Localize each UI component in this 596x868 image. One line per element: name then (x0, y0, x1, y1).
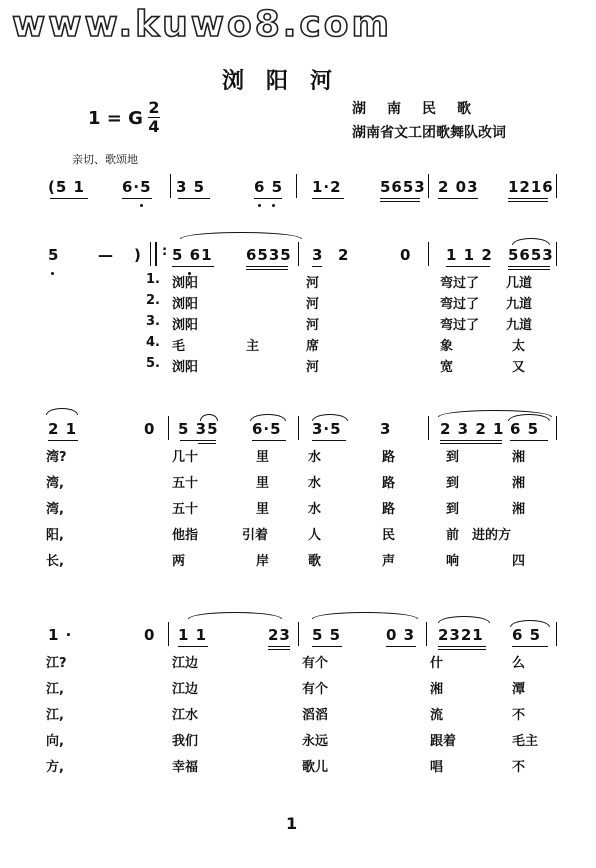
beam (438, 198, 478, 199)
lyric: 湾, (46, 502, 64, 517)
lyric: 浏阳 (172, 360, 199, 375)
note-group: 3·5 (312, 420, 342, 438)
beam (510, 440, 548, 441)
note-group: 2 03 (438, 178, 479, 196)
note-group: 1 1 (178, 626, 208, 644)
beam (438, 646, 486, 647)
lyric: 有个 (302, 682, 329, 697)
lyric: 江水 (172, 708, 199, 723)
lyric: 民 (382, 528, 396, 543)
lyric: 永远 (302, 734, 329, 749)
lyric: 歌儿 (302, 760, 329, 775)
lyric: 弯过了 (440, 276, 480, 291)
beam (380, 201, 420, 202)
beam (254, 198, 282, 199)
tie-slur (188, 612, 282, 619)
beam (312, 646, 342, 647)
lyric: 方, (46, 760, 64, 775)
note-group: 6·5 (252, 420, 282, 438)
barline (298, 622, 299, 646)
lyric: 五十 (172, 502, 199, 517)
barline (426, 622, 427, 646)
lyric: 到 (446, 476, 460, 491)
note-group: 5653 (508, 246, 554, 264)
note: 3 (380, 420, 392, 438)
note-group: 5 61 (172, 246, 213, 264)
tie-slur (180, 232, 302, 239)
beam (438, 649, 486, 650)
lyric: 太 (512, 339, 526, 354)
barline (428, 416, 429, 440)
beam (178, 646, 208, 647)
verse-lines (146, 272, 566, 382)
tie-slur (46, 408, 78, 415)
barline (298, 416, 299, 440)
barline (556, 622, 557, 646)
note-group: 2 1 (48, 420, 78, 438)
beam (508, 269, 550, 270)
barline (168, 622, 169, 646)
lyric: 湘 (430, 682, 444, 697)
note-group: (5 1 (48, 178, 85, 196)
beam (198, 443, 216, 444)
lyric: 到 (446, 502, 460, 517)
barline (428, 174, 429, 198)
note: 1 · (48, 626, 73, 644)
lyric: 河 (306, 360, 320, 375)
beam (122, 198, 152, 199)
time-sig-bottom: 4 (148, 117, 160, 136)
note-group: 5 5 (312, 626, 342, 644)
lyric: 长, (46, 554, 64, 569)
lyric: 宽 (440, 360, 454, 375)
lyric: 路 (382, 450, 396, 465)
lyric: 里 (256, 476, 270, 491)
lyric: 四 (512, 554, 526, 569)
verse-number: 5. (146, 356, 160, 371)
lyric: 毛 (172, 339, 186, 354)
beam (178, 198, 210, 199)
beam (440, 443, 502, 444)
beam (180, 440, 216, 441)
lyric: 幸福 (172, 760, 199, 775)
key-signature: 1 = G (88, 108, 143, 129)
time-sig-top: 2 (148, 98, 160, 117)
note-group: 6·5 (122, 178, 152, 196)
lyric: 流 (430, 708, 444, 723)
lyric: 向, (46, 734, 64, 749)
lyric: 五十 (172, 476, 199, 491)
beam (268, 646, 290, 647)
lyric: 歌 (308, 554, 322, 569)
lyric: 毛主 (512, 734, 539, 749)
lyric: 又 (512, 360, 526, 375)
beam (268, 649, 290, 650)
lyric: 路 (382, 502, 396, 517)
barline (556, 174, 557, 198)
beam (508, 201, 548, 202)
lyric: 九道 (506, 318, 533, 333)
lyric: 江边 (172, 682, 199, 697)
lyric: 几十 (172, 450, 199, 465)
lyric: 浏阳 (172, 297, 199, 312)
barline (556, 242, 557, 266)
lyric: 进的方 (472, 528, 512, 543)
lyric: 九道 (506, 297, 533, 312)
beam (508, 266, 550, 267)
beam (50, 198, 88, 199)
note-group: 6 5 (512, 626, 542, 644)
beam (172, 266, 214, 267)
beam (252, 440, 286, 441)
note: 3 (312, 246, 324, 264)
lyric: 潭 (512, 682, 526, 697)
low-octave-dot (140, 204, 143, 207)
lyric: 阳, (46, 528, 64, 543)
paren: ) (134, 246, 142, 264)
lyric: 象 (440, 339, 454, 354)
lyric: 滔滔 (302, 708, 329, 723)
barline (298, 242, 299, 266)
lyric: 水 (308, 502, 322, 517)
note-group: 6 5 (510, 420, 540, 438)
note-group: 1 1 2 (446, 246, 493, 264)
low-octave-dot (258, 204, 261, 207)
note-group: 1·2 (312, 178, 342, 196)
barline (296, 174, 297, 198)
verse-lines (46, 446, 566, 576)
note-group: 6535 (246, 246, 292, 264)
verse-number: 1. (146, 272, 160, 287)
lyric: 什 (430, 656, 444, 671)
lyric: 主 (246, 339, 260, 354)
lyric: 江, (46, 682, 64, 697)
beam (312, 266, 322, 267)
tie-slur (438, 616, 490, 623)
watermark: www.kuwo8.com (12, 4, 393, 45)
beam (446, 266, 490, 267)
lyric: 前 (446, 528, 460, 543)
lyric: 湾? (46, 450, 67, 465)
barline (168, 416, 169, 440)
lyric: 声 (382, 554, 396, 569)
rest: 0 (144, 420, 156, 438)
beam (246, 266, 288, 267)
note-group: 1216 (508, 178, 554, 196)
note-group: 23 (268, 626, 291, 644)
note: 2 (338, 246, 350, 264)
lyric: 浏阳 (172, 318, 199, 333)
lyric: 跟着 (430, 734, 457, 749)
lyric: 湘 (512, 450, 526, 465)
verse-number: 3. (146, 314, 160, 329)
beam (508, 198, 548, 199)
note-group: 6 5 (254, 178, 284, 196)
barline (428, 242, 429, 266)
lyric: 他指 (172, 528, 199, 543)
lyric: 唱 (430, 760, 444, 775)
lyric: 江? (46, 656, 67, 671)
lyric: 弯过了 (440, 318, 480, 333)
lyric: 水 (308, 450, 322, 465)
beam (312, 198, 344, 199)
lyric: 几道 (506, 276, 533, 291)
tie-slur (512, 238, 550, 245)
note-group: 2 3 2 1 (440, 420, 505, 438)
lyric: 引着 (242, 528, 269, 543)
lyric: 里 (256, 450, 270, 465)
barline (150, 242, 151, 266)
lyric: 江边 (172, 656, 199, 671)
lyric: 有个 (302, 656, 329, 671)
beam (512, 646, 548, 647)
lyric: 里 (256, 502, 270, 517)
dash: — (98, 246, 114, 264)
credit-lyricist: 湖南省文工团歌舞队改词 (352, 125, 506, 141)
page-number: 1 (286, 814, 298, 833)
lyric: 浏阳 (172, 276, 199, 291)
lyric: 湘 (512, 502, 526, 517)
beam (246, 269, 288, 270)
low-octave-dot (272, 204, 275, 207)
lyric: 我们 (172, 734, 199, 749)
lyric: 湾, (46, 476, 64, 491)
verse-number: 2. (146, 293, 160, 308)
lyric: 路 (382, 476, 396, 491)
tie-slur (312, 612, 418, 619)
lyric: 弯过了 (440, 297, 480, 312)
note-group: 2321 (438, 626, 484, 644)
lyric: 江, (46, 708, 64, 723)
lyric: 不 (512, 760, 526, 775)
beam (48, 440, 78, 441)
lyric: 人 (308, 528, 322, 543)
lyric: 么 (512, 656, 526, 671)
lyric: 不 (512, 708, 526, 723)
note-group: 3 5 (176, 178, 206, 196)
lyric: 河 (306, 297, 320, 312)
tempo-marking: 亲切、歌颂地 (72, 153, 138, 166)
credit-origin: 湖南民歌 (352, 101, 492, 117)
rest: 0 (144, 626, 156, 644)
lyric: 湘 (512, 476, 526, 491)
beam (386, 646, 416, 647)
barline (170, 174, 171, 198)
lyric: 水 (308, 476, 322, 491)
note-group: 5 35 (178, 420, 219, 438)
low-octave-dot (51, 272, 54, 275)
lyric: 两 (172, 554, 186, 569)
time-signature (148, 100, 160, 135)
lyric: 岸 (256, 554, 270, 569)
note: 5 (48, 246, 60, 264)
rest: 0 (400, 246, 412, 264)
lyric: 河 (306, 318, 320, 333)
beam (380, 198, 420, 199)
beam (312, 440, 346, 441)
beam (440, 440, 502, 441)
lyric: 河 (306, 276, 320, 291)
lyric: 响 (446, 554, 460, 569)
repeat-dots: : (162, 244, 169, 259)
lyric: 到 (446, 450, 460, 465)
note-group: 5653 (380, 178, 426, 196)
lyric: 席 (306, 339, 320, 354)
note-group: 0 3 (386, 626, 416, 644)
verse-lines (46, 652, 566, 782)
repeat-barline (155, 242, 157, 266)
song-title: 浏阳河 (222, 69, 355, 94)
barline (556, 416, 557, 440)
verse-number: 4. (146, 335, 160, 350)
